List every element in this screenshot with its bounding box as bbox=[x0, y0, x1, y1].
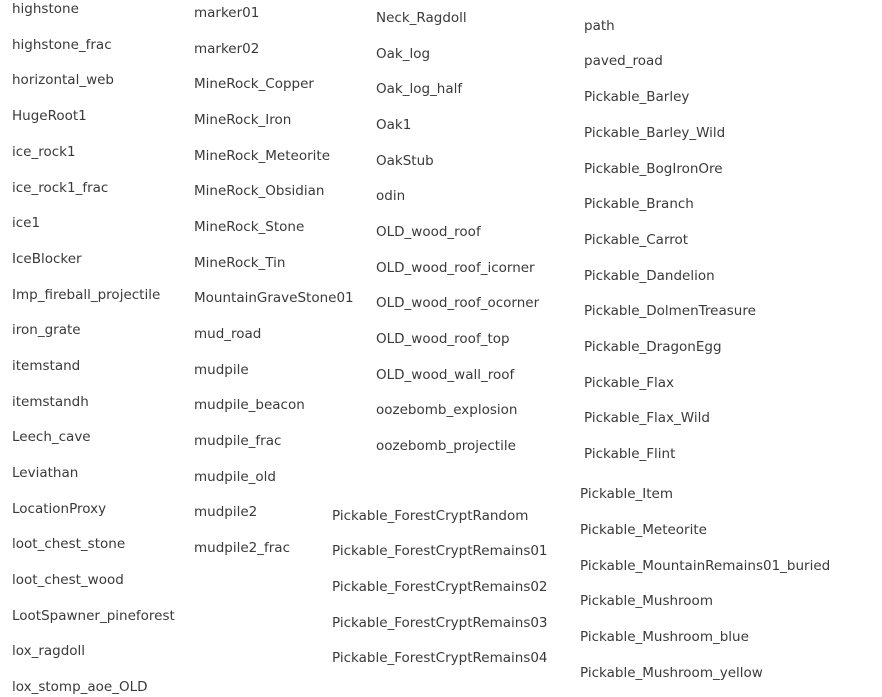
list-item[interactable]: mudpile_beacon bbox=[194, 397, 305, 413]
list-item[interactable]: Pickable_MountainRemains01_buried bbox=[580, 558, 831, 574]
list-item[interactable]: OLD_wood_wall_roof bbox=[376, 367, 515, 383]
list-item[interactable]: Pickable_Carrot bbox=[584, 232, 689, 248]
list-item[interactable]: Pickable_Mushroom bbox=[580, 593, 713, 609]
list-item[interactable]: itemstandh bbox=[12, 394, 89, 410]
list-item[interactable]: itemstand bbox=[12, 358, 81, 374]
list-item[interactable]: path bbox=[584, 18, 615, 34]
list-item[interactable]: HugeRoot1 bbox=[12, 108, 87, 124]
list-item[interactable]: iron_grate bbox=[12, 322, 81, 338]
list-item[interactable]: Pickable_ForestCryptRemains03 bbox=[332, 615, 548, 631]
list-item[interactable]: MineRock_Stone bbox=[194, 219, 305, 235]
list-item[interactable]: Pickable_ForestCryptRemains04 bbox=[332, 650, 548, 666]
list-item[interactable]: Pickable_Dandelion bbox=[584, 268, 715, 284]
list-item[interactable]: OLD_wood_roof_icorner bbox=[376, 260, 535, 276]
list-item[interactable]: OLD_wood_roof_top bbox=[376, 331, 510, 347]
list-item[interactable]: loot_chest_wood bbox=[12, 572, 124, 588]
list-item[interactable]: Pickable_BogIronOre bbox=[584, 161, 723, 177]
list-item[interactable]: Pickable_DragonEgg bbox=[584, 339, 722, 355]
list-item[interactable]: MineRock_Meteorite bbox=[194, 148, 330, 164]
list-item[interactable]: Pickable_ForestCryptRemains02 bbox=[332, 579, 548, 595]
list-item[interactable]: Oak_log bbox=[376, 46, 431, 62]
list-item[interactable]: mudpile_frac bbox=[194, 433, 282, 449]
list-item[interactable]: Pickable_Branch bbox=[584, 196, 694, 212]
list-item[interactable]: ice1 bbox=[12, 215, 41, 231]
list-item[interactable]: highstone bbox=[12, 1, 79, 17]
list-item[interactable]: Pickable_Flax bbox=[584, 375, 675, 391]
list-item[interactable]: lox_stomp_aoe_OLD bbox=[12, 679, 148, 695]
list-item[interactable]: paved_road bbox=[584, 53, 663, 69]
list-item[interactable]: mudpile2 bbox=[194, 504, 258, 520]
list-item[interactable]: oozebomb_projectile bbox=[376, 438, 516, 454]
list-item[interactable]: oozebomb_explosion bbox=[376, 402, 518, 418]
list-item[interactable]: loot_chest_stone bbox=[12, 536, 126, 552]
list-item[interactable]: Pickable_Meteorite bbox=[580, 522, 707, 538]
list-item[interactable]: Pickable_Mushroom_blue bbox=[580, 629, 749, 645]
list-item[interactable]: Leech_cave bbox=[12, 429, 91, 445]
list-item[interactable]: Pickable_Barley bbox=[584, 89, 690, 105]
list-item[interactable]: ice_rock1 bbox=[12, 144, 76, 160]
list-item[interactable]: MineRock_Copper bbox=[194, 76, 314, 92]
list-item[interactable]: Pickable_DolmenTreasure bbox=[584, 303, 756, 319]
list-item[interactable]: marker02 bbox=[194, 41, 260, 57]
list-item[interactable]: Pickable_Item bbox=[580, 486, 673, 502]
list-item[interactable]: MineRock_Obsidian bbox=[194, 183, 325, 199]
list-item[interactable]: Pickable_Flint bbox=[584, 446, 676, 462]
list-item[interactable]: OLD_wood_roof_ocorner bbox=[376, 295, 540, 311]
list-item[interactable]: IceBlocker bbox=[12, 251, 82, 267]
list-item[interactable]: horizontal_web bbox=[12, 72, 115, 88]
list-item[interactable]: mud_road bbox=[194, 326, 262, 342]
list-item[interactable]: Imp_fireball_projectile bbox=[12, 287, 161, 303]
list-item[interactable]: mudpile bbox=[194, 362, 249, 378]
list-item[interactable]: Pickable_Flax_Wild bbox=[584, 410, 710, 426]
list-item[interactable]: Pickable_Barley_Wild bbox=[584, 125, 726, 141]
list-item[interactable]: mudpile2_frac bbox=[194, 540, 290, 556]
list-item[interactable]: MineRock_Tin bbox=[194, 255, 286, 271]
list-item[interactable]: Oak1 bbox=[376, 117, 412, 133]
list-item[interactable]: Pickable_Mushroom_yellow bbox=[580, 665, 763, 681]
list-item[interactable]: MineRock_Iron bbox=[194, 112, 292, 128]
list-item[interactable]: Pickable_ForestCryptRandom bbox=[332, 508, 529, 524]
list-item[interactable]: Leviathan bbox=[12, 465, 79, 481]
list-item[interactable]: OakStub bbox=[376, 153, 434, 169]
list-item[interactable]: Pickable_ForestCryptRemains01 bbox=[332, 543, 548, 559]
list-item[interactable]: mudpile_old bbox=[194, 469, 276, 485]
list-item[interactable]: Oak_log_half bbox=[376, 81, 463, 97]
list-item[interactable]: LocationProxy bbox=[12, 501, 107, 517]
list-item[interactable]: highstone_frac bbox=[12, 37, 112, 53]
list-item[interactable]: MountainGraveStone01 bbox=[194, 290, 354, 306]
list-item[interactable]: ice_rock1_frac bbox=[12, 180, 109, 196]
list-item[interactable]: odin bbox=[376, 188, 406, 204]
list-item[interactable]: LootSpawner_pineforest bbox=[12, 608, 175, 624]
list-item[interactable]: Neck_Ragdoll bbox=[376, 10, 467, 26]
list-item[interactable]: OLD_wood_roof bbox=[376, 224, 481, 240]
list-item[interactable]: marker01 bbox=[194, 5, 260, 21]
list-item[interactable]: lox_ragdoll bbox=[12, 643, 86, 659]
